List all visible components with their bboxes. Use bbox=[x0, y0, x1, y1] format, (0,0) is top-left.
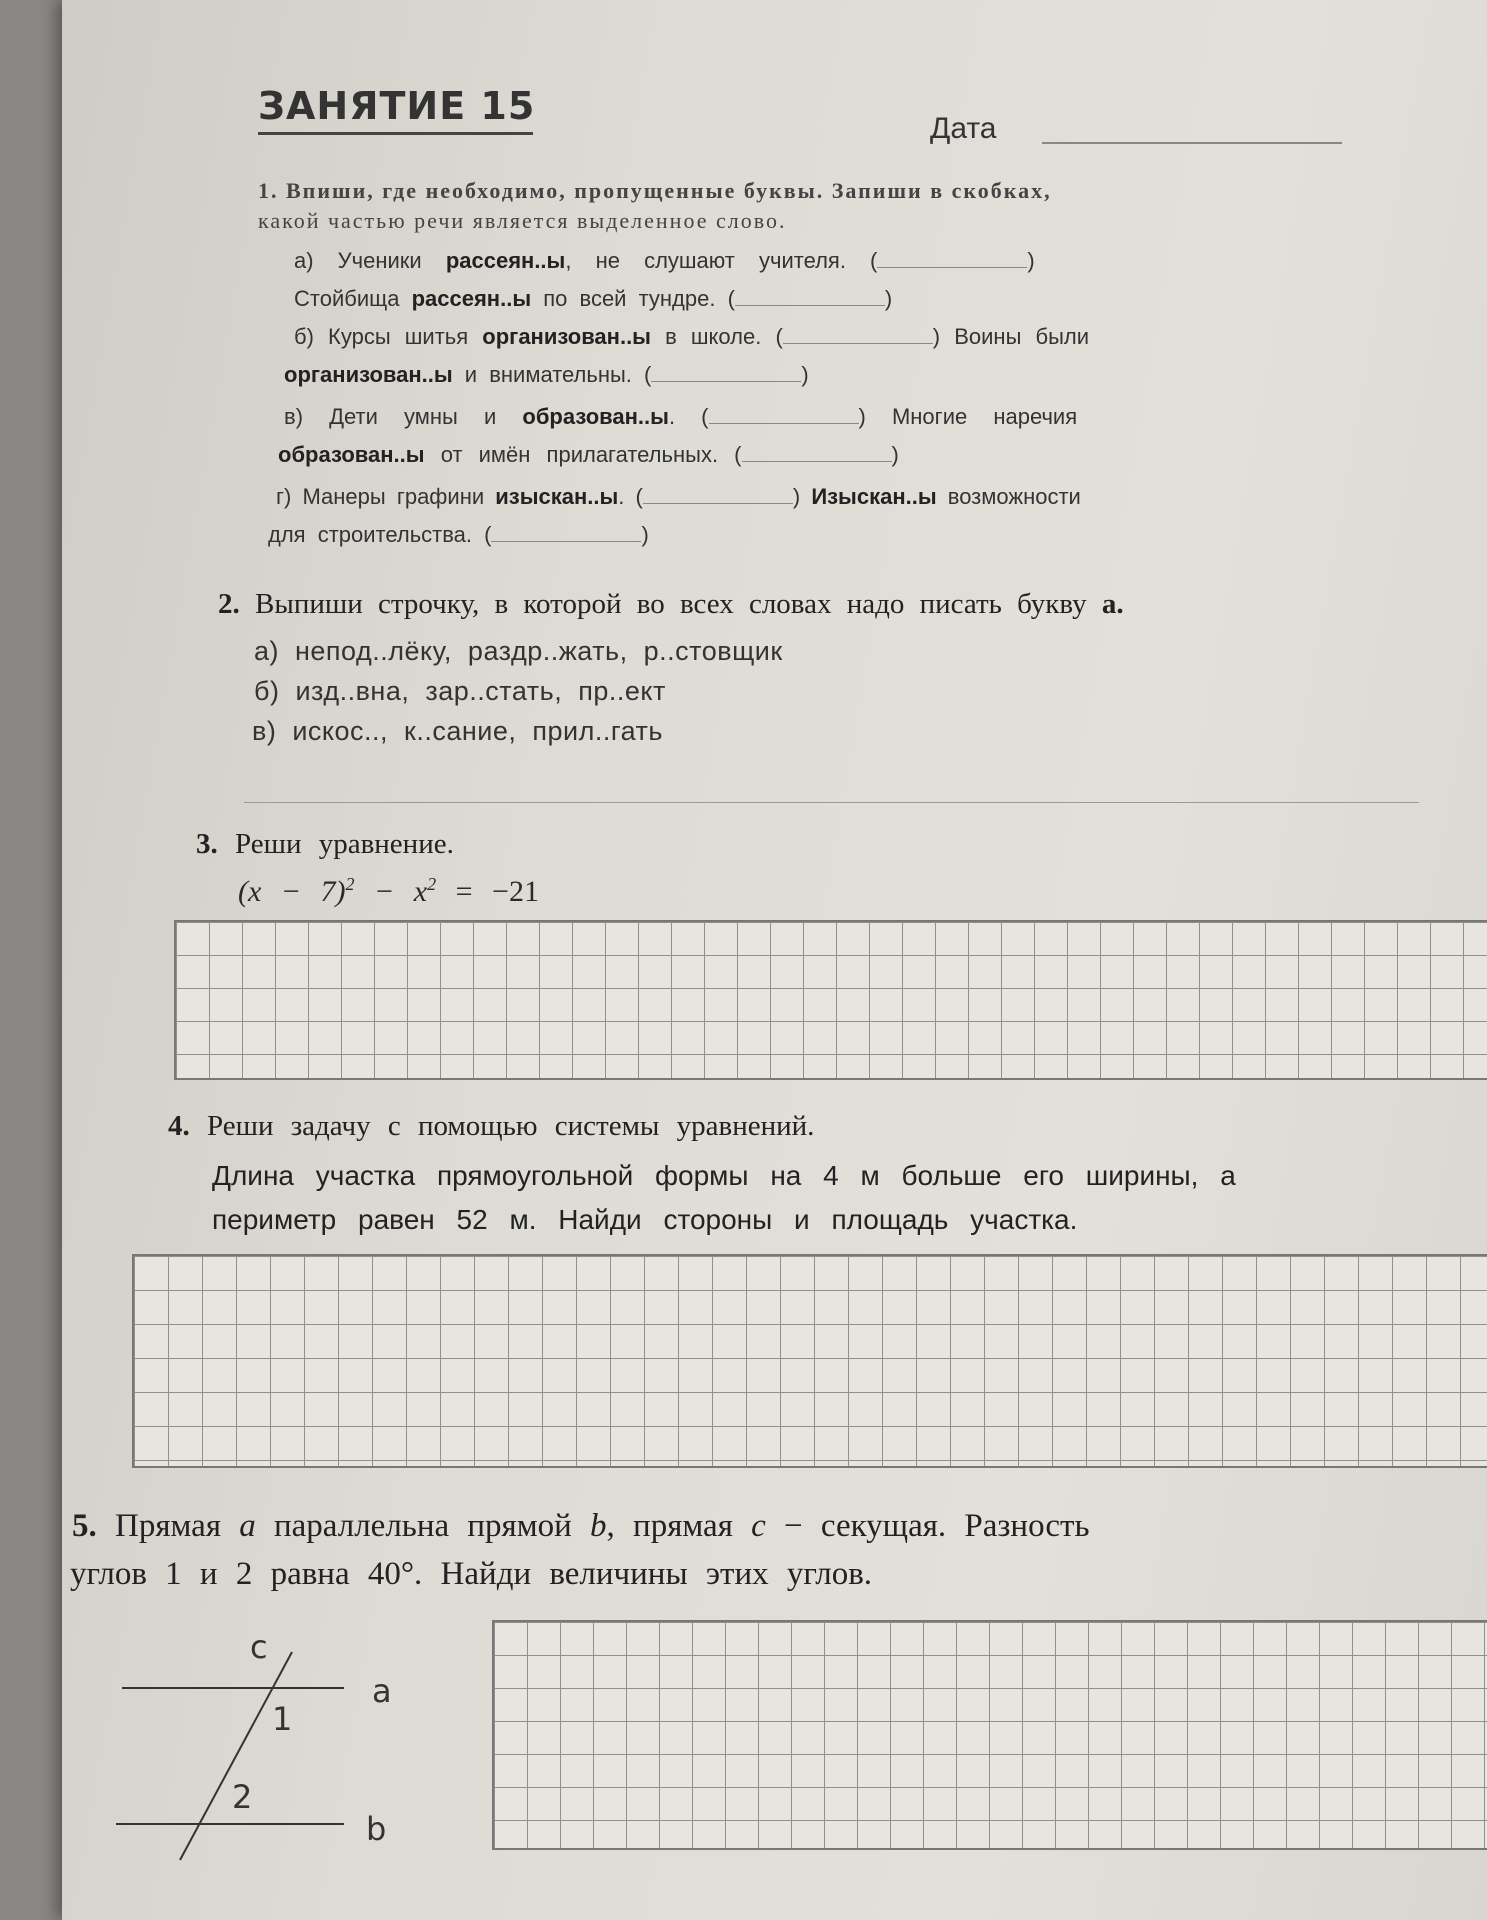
date-label: Дата bbox=[930, 112, 997, 145]
task1-item-a2: Стойбища рассеян..ы по всей тундре. ( ) bbox=[294, 286, 893, 311]
task5-answer-grid[interactable] bbox=[492, 1620, 1487, 1850]
task2-number: 2. bbox=[218, 588, 240, 620]
task4-problem-line2: периметр равен 52 м. Найди стороны и площадь участка. bbox=[212, 1204, 1078, 1235]
answer-blank[interactable] bbox=[783, 325, 933, 344]
task4-problem-line1: Длина участка прямоугольной формы на 4 м больше его ширины, а bbox=[212, 1160, 1236, 1191]
task5-number: 5. bbox=[72, 1508, 97, 1544]
task5-line2: углов 1 и 2 равна 40°. Найди величины этих углов. bbox=[70, 1556, 873, 1592]
title-underline bbox=[258, 132, 533, 135]
task1-instruction-line1: 1. Впиши, где необходимо, пропущенные буквы. Запиши в скобках, bbox=[258, 178, 1052, 203]
task2-option-c: в) искос.., к..сание, прил..гать bbox=[252, 716, 663, 746]
angle-2-label: 2 bbox=[232, 1778, 253, 1816]
task4-text: 4. Реши задачу с помощью системы уравнений. bbox=[168, 1110, 815, 1142]
task4-number: 4. bbox=[168, 1110, 190, 1142]
task3-text: 3. Реши уравнение. bbox=[196, 828, 454, 860]
label-b: b bbox=[366, 1810, 387, 1848]
parallel-lines-figure bbox=[82, 1620, 422, 1870]
date-field-line[interactable] bbox=[1042, 142, 1342, 144]
line-c bbox=[180, 1652, 292, 1860]
task3-equation: $(x - 7)^2 - x^2 = -21$ bbox=[238, 874, 539, 908]
task2-text: 2. Выпиши строчку, в которой во всех словах надо писать букву а. bbox=[218, 588, 1124, 620]
task3-answer-grid[interactable] bbox=[174, 920, 1487, 1080]
answer-blank[interactable] bbox=[491, 523, 641, 542]
answer-blank[interactable] bbox=[735, 287, 885, 306]
workbook-page bbox=[62, 0, 1487, 1920]
task1-instruction-line2: какой частью речи является выделенное слово. bbox=[258, 208, 787, 233]
task2-option-a: а) непод..лёку, раздр..жать, р..стовщик bbox=[254, 636, 783, 666]
task2-option-b: б) изд..вна, зар..стать, пр..ект bbox=[254, 676, 666, 706]
task1-item-c2: образован..ы от имён прилагательных. ( ) bbox=[278, 442, 899, 467]
label-c: c bbox=[250, 1628, 268, 1666]
lesson-title: ЗАНЯТИЕ 15 bbox=[258, 84, 536, 128]
task4-answer-grid[interactable] bbox=[132, 1254, 1487, 1468]
answer-blank[interactable] bbox=[651, 363, 801, 382]
task1-item-d2: для строительства. ( ) bbox=[268, 522, 649, 547]
label-a: a bbox=[372, 1672, 392, 1710]
answer-blank[interactable] bbox=[643, 485, 793, 504]
task1-item-a1: а) Ученики рассеян..ы, не слушают учителя. ( ) bbox=[294, 248, 1035, 273]
task1-number: 1. bbox=[258, 178, 279, 203]
task1-item-c1: в) Дети умны и образован..ы. ( ) Многие наречия bbox=[284, 404, 1078, 429]
task1-item-b2: организован..ы и внимательны. ( ) bbox=[284, 362, 809, 387]
task1-item-d1: г) Манеры графини изыскан..ы. ( ) Изыскан..ы возможности bbox=[276, 484, 1081, 509]
task2-answer-line[interactable] bbox=[244, 802, 1419, 803]
task5-line1: 5. Прямая a параллельна прямой b, прямая c − секущая. Разность bbox=[72, 1508, 1090, 1544]
answer-blank[interactable] bbox=[742, 443, 892, 462]
task1-item-b1: б) Курсы шитья организован..ы в школе. ( ) Воины были bbox=[294, 324, 1090, 349]
angle-1-label: 1 bbox=[272, 1700, 293, 1738]
answer-blank[interactable] bbox=[877, 249, 1027, 268]
task3-number: 3. bbox=[196, 828, 218, 860]
answer-blank[interactable] bbox=[709, 405, 859, 424]
